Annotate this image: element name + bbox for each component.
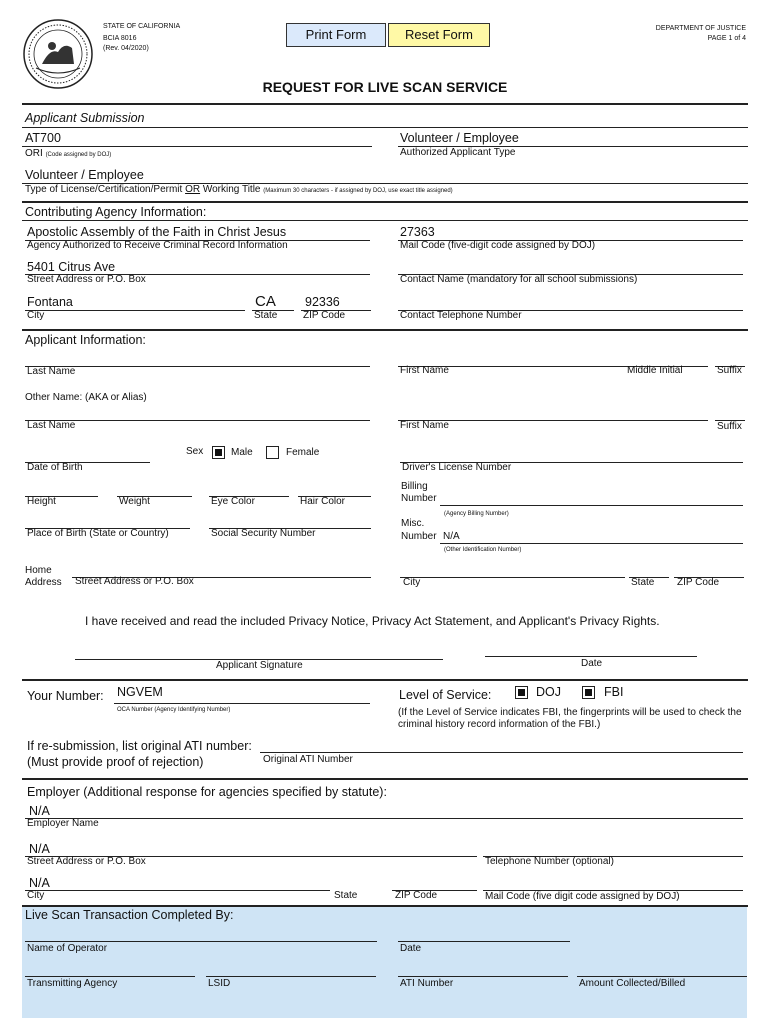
print-form-button[interactable]: Print Form — [286, 23, 386, 47]
resubmission-text-1: If re-submission, list original ATI number: — [27, 739, 252, 753]
lsid-label: LSID — [208, 978, 231, 989]
billing-note: (Agency Billing Number) — [444, 511, 509, 517]
alias-suffix-label: Suffix — [717, 421, 742, 432]
scan-date-label: Date — [400, 943, 422, 954]
ori-field[interactable]: AT700 — [25, 131, 61, 145]
live-scan-heading: Live Scan Transaction Completed By: — [25, 908, 234, 922]
home-city-label: City — [403, 577, 421, 588]
employer-phone-label: Telephone Number (optional) — [485, 856, 614, 867]
agency-city-field[interactable]: Fontana — [27, 295, 73, 309]
oca-number-field[interactable]: NGVEM — [117, 685, 163, 699]
other-name-label: Other Name: (AKA or Alias) — [25, 392, 147, 403]
agency-heading: Contributing Agency Information: — [25, 205, 207, 219]
live-scan-section — [22, 906, 747, 1018]
ati-number-label: ATI Number — [400, 978, 454, 989]
department-label: DEPARTMENT OF JUSTICE — [655, 25, 746, 32]
amount-label: Amount Collected/Billed — [579, 978, 686, 989]
home-zip-label: ZIP Code — [677, 577, 720, 588]
original-ati-label: Original ATI Number — [263, 754, 353, 765]
male-checkbox[interactable] — [212, 446, 225, 459]
suffix-label: Suffix — [717, 365, 742, 376]
agency-state-field[interactable]: CA — [255, 293, 276, 310]
form-id: BCIA 8016 — [103, 35, 137, 42]
height-label: Height — [27, 496, 56, 507]
agency-street-label: Street Address or P.O. Box — [27, 274, 146, 285]
male-label: Male — [231, 447, 253, 458]
level-note-1: (If the Level of Service indicates FBI, the fingerprints will be used to check the — [398, 707, 742, 718]
contact-phone-label: Contact Telephone Number — [400, 310, 522, 321]
alias-last-name-label: Last Name — [27, 420, 76, 431]
employer-zip-label: ZIP Code — [395, 890, 438, 901]
signature-label: Applicant Signature — [216, 660, 303, 671]
home-street-label: Street Address or P.O. Box — [75, 576, 194, 587]
home-state-label: State — [631, 577, 655, 588]
submission-heading: Applicant Submission — [25, 111, 145, 125]
misc-number-field[interactable]: N/A — [443, 531, 460, 542]
working-title-label: Type of License/Certification/Permit OR Working Title (Maximum 30 characters - if assigned by DOJ, use exact title assigned) — [25, 184, 453, 195]
doj-checkbox[interactable] — [515, 686, 528, 699]
misc-note: (Other Identification Number) — [444, 547, 522, 553]
female-label: Female — [286, 447, 320, 458]
misc-label-a: Misc. — [401, 518, 425, 529]
resubmission-text-2: (Must provide proof of rejection) — [27, 755, 204, 769]
form-title: REQUEST FOR LIVE SCAN SERVICE — [262, 79, 508, 95]
working-title-field[interactable]: Volunteer / Employee — [25, 168, 144, 182]
agency-name-field[interactable]: Apostolic Assembly of the Faith in Christ Jesus — [27, 225, 287, 239]
oca-note: OCA Number (Agency Identifying Number) — [117, 707, 231, 713]
agency-zip-label: ZIP Code — [303, 310, 346, 321]
sex-label: Sex — [186, 446, 204, 457]
misc-label-b: Number — [401, 531, 437, 542]
hair-color-label: Hair Color — [300, 496, 346, 507]
billing-label-a: Billing — [401, 481, 428, 492]
home-label-b: Address — [25, 577, 62, 588]
contact-name-label: Contact Name (mandatory for all school submissions) — [400, 274, 638, 285]
reset-form-button[interactable]: Reset Form — [388, 23, 490, 47]
mail-code-field[interactable]: 27363 — [400, 225, 435, 239]
employer-state-label: State — [334, 890, 358, 901]
employer-city-label: City — [27, 890, 45, 901]
first-name-label: First Name — [400, 365, 449, 376]
page-number: PAGE 1 of 4 — [707, 35, 746, 42]
your-number-label: Your Number: — [27, 689, 104, 703]
applicant-type-label: Authorized Applicant Type — [400, 147, 516, 158]
agency-city-label: City — [27, 310, 45, 321]
employer-name-field[interactable]: N/A — [29, 804, 50, 818]
last-name-label: Last Name — [27, 366, 76, 377]
privacy-statement: I have received and read the included Privacy Notice, Privacy Act Statement, and Applicant's Privacy Rights. — [85, 614, 660, 628]
employer-name-label: Employer Name — [27, 818, 99, 829]
transmitting-agency-label: Transmitting Agency — [27, 978, 118, 989]
applicant-heading: Applicant Information: — [25, 333, 146, 347]
ssn-label: Social Security Number — [211, 528, 316, 539]
drivers-license-label: Driver's License Number — [402, 462, 512, 473]
employer-street-label: Street Address or P.O. Box — [27, 856, 146, 867]
state-label: STATE OF CALIFORNIA — [103, 23, 181, 30]
signature-date-label: Date — [581, 658, 603, 669]
alias-first-name-label: First Name — [400, 420, 449, 431]
doj-label: DOJ — [536, 685, 561, 699]
billing-label-b: Number — [401, 493, 437, 504]
employer-mail-code-label: Mail Code (five digit code assigned by DOJ) — [485, 891, 680, 902]
fbi-label: FBI — [604, 685, 624, 699]
agency-street-field[interactable]: 5401 Citrus Ave — [27, 260, 116, 274]
place-of-birth-label: Place of Birth (State or Country) — [27, 528, 169, 539]
employer-heading: Employer (Additional response for agencies specified by statute): — [27, 785, 387, 799]
operator-name-label: Name of Operator — [27, 943, 108, 954]
weight-label: Weight — [119, 496, 150, 507]
female-checkbox[interactable] — [266, 446, 279, 459]
mail-code-label: Mail Code (five-digit code assigned by DOJ) — [400, 240, 596, 251]
ori-label: ORI (Code assigned by DOJ) — [25, 148, 112, 159]
fbi-checkbox[interactable] — [582, 686, 595, 699]
home-label-a: Home — [25, 565, 52, 576]
middle-initial-label: Middle Initial — [627, 365, 683, 376]
employer-street-field[interactable]: N/A — [29, 842, 50, 856]
level-note-2: criminal history record information of the FBI.) — [398, 719, 601, 730]
agency-zip-field[interactable]: 92336 — [305, 295, 340, 309]
agency-name-label: Agency Authorized to Receive Criminal Record Information — [27, 240, 288, 251]
level-of-service-label: Level of Service: — [399, 688, 492, 702]
applicant-type-field[interactable]: Volunteer / Employee — [400, 131, 519, 145]
eye-color-label: Eye Color — [211, 496, 255, 507]
dob-label: Date of Birth — [27, 462, 83, 473]
agency-state-label: State — [254, 310, 278, 321]
employer-city-field[interactable]: N/A — [29, 876, 50, 890]
form-revision: (Rev. 04/2020) — [103, 45, 149, 52]
